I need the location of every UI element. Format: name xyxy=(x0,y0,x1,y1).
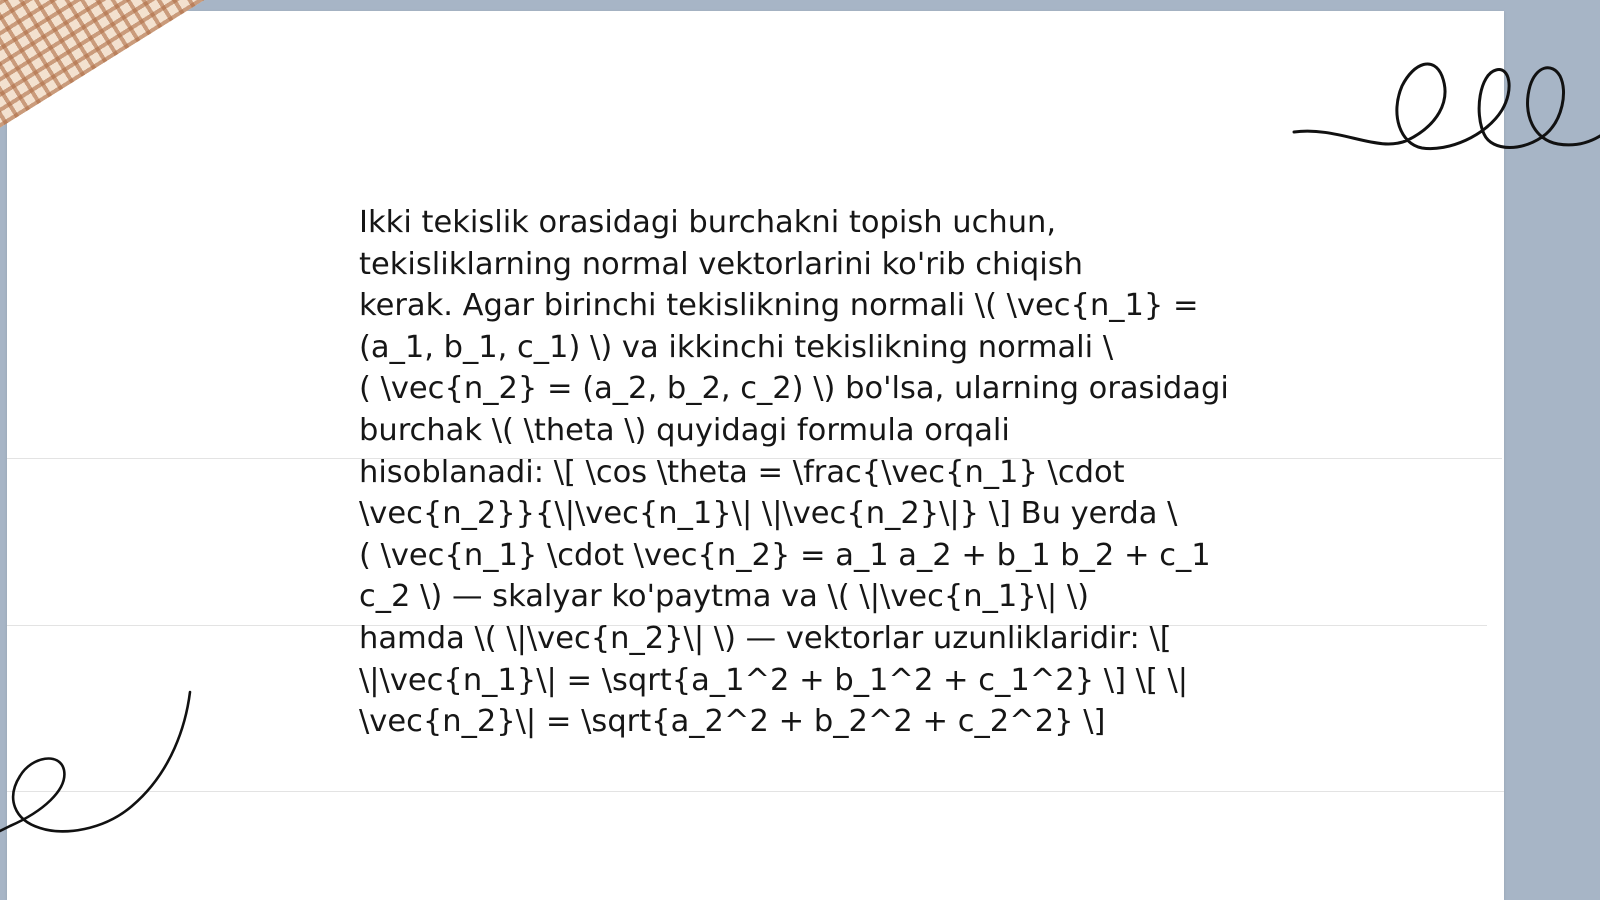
body-line: Ikki tekislik orasidagi burchakni topish uchun, xyxy=(359,205,1057,240)
swirl-scribble-icon xyxy=(0,690,200,850)
body-line: \vec{n_2}}{\|\vec{n_1}\| \|\vec{n_2}\|} \] Bu yerda \ xyxy=(359,496,1178,532)
body-line: hisoblanadi: \[ \cos \theta = \frac{\vec{n_1} \cdot xyxy=(359,454,1125,490)
body-line: \vec{n_2}\| = \sqrt{a_2^2 + b_2^2 + c_2^2} \] xyxy=(359,704,1106,740)
body-line: (a_1, b_1, c_1) \) va ikkinchi tekislikning normali \ xyxy=(359,329,1114,365)
body-paragraph xyxy=(359,202,1259,743)
paper-rule-line xyxy=(7,791,1504,792)
body-line: hamda \( \|\vec{n_2}\| \) — vektorlar uzunliklaridir: \[ xyxy=(359,620,1172,656)
body-line: c_2 \) — skalyar ko'paytma va \( \|\vec{n_1}\| \) xyxy=(359,579,1090,615)
body-line: ( \vec{n_1} \cdot \vec{n_2} = a_1 a_2 + b_1 b_2 + c_1 xyxy=(359,537,1211,573)
body-line: tekisliklarning normal vektorlarini ko'rib chiqish xyxy=(359,246,1083,282)
body-line: kerak. Agar birinchi tekislikning normali \( \vec{n_1} = xyxy=(359,288,1199,324)
body-line: ( \vec{n_2} = (a_2, b_2, c_2) \) bo'lsa, ularning orasidagi xyxy=(359,371,1229,407)
body-line: \|\vec{n_1}\| = \sqrt{a_1^2 + b_1^2 + c_1^2} \] \[ \| xyxy=(359,662,1189,698)
loop-scribble-icon xyxy=(1290,30,1600,160)
body-line: burchak \( \theta \) quyidagi formula orqali xyxy=(359,412,1010,448)
